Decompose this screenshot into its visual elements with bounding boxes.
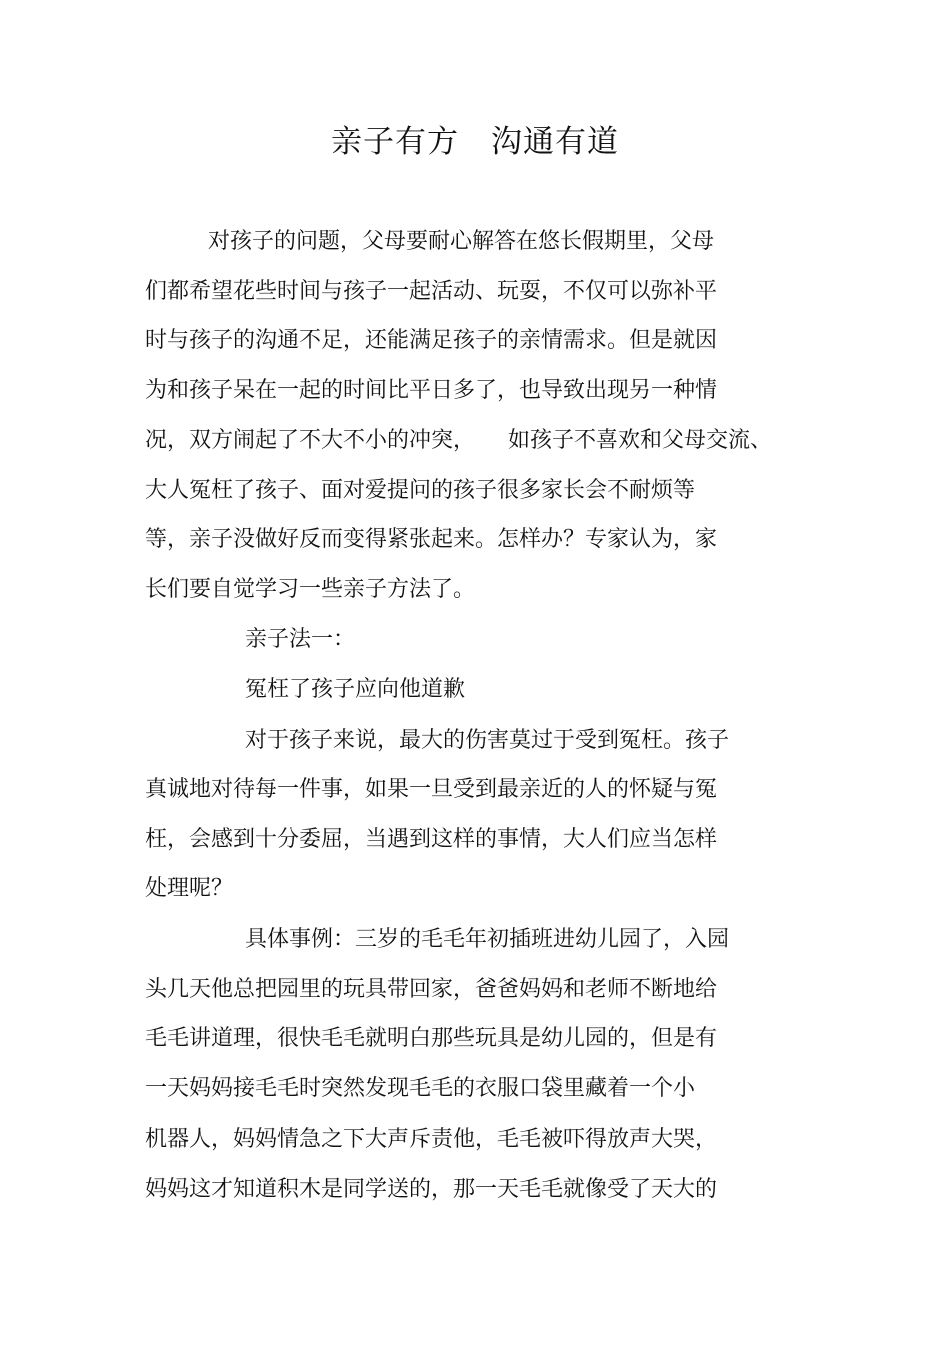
- paragraph-line: 们都希望花些时间与孩子一起活动、玩耍，不仅可以弥补平: [145, 279, 718, 304]
- paragraph-line: 为和孩子呆在一起的时间比平日多了，也导致出现另一种情: [145, 378, 718, 403]
- paragraph-line: 等，亲子没做好反而变得紧张起来。怎样办？专家认为，家: [145, 527, 718, 552]
- paragraph-line: 真诚地对待每一件事，如果一旦受到最亲近的人的怀疑与冤: [145, 777, 718, 802]
- paragraph-line: 毛毛讲道理，很快毛毛就明白那些玩具是幼儿园的，但是有: [145, 1026, 718, 1051]
- paragraph-line: 对孩子的问题，父母要耐心解答在悠长假期里，父母: [208, 229, 715, 254]
- paragraph-line: 处理呢？: [145, 876, 234, 901]
- paragraph-line: 头几天他总把园里的玩具带回家，爸爸妈妈和老师不断地给: [145, 977, 718, 1002]
- paragraph-line: 机器人，妈妈情急之下大声斥责他，毛毛被吓得放声大哭，: [145, 1127, 718, 1152]
- paragraph-line: 枉，会感到十分委屈，当遇到这样的事情，大人们应当怎样: [145, 827, 718, 852]
- paragraph-line: 具体事例：三岁的毛毛年初插班进幼儿园了，入园: [245, 927, 730, 952]
- paragraph-line: 况，双方闹起了不大不小的冲突， 如孩子不喜欢和父母交流、: [145, 428, 773, 453]
- document-title: 亲子有方 沟通有道: [331, 124, 619, 160]
- paragraph-line: 时与孩子的沟通不足，还能满足孩子的亲情需求。但是就因: [145, 328, 718, 353]
- paragraph-line: 一天妈妈接毛毛时突然发现毛毛的衣服口袋里藏着一个小: [145, 1076, 696, 1101]
- paragraph-line: 对于孩子来说，最大的伤害莫过于受到冤枉。孩子: [245, 728, 730, 753]
- paragraph-line: 长们要自觉学习一些亲子方法了。: [145, 577, 476, 602]
- paragraph-line: 大人冤枉了孩子、面对爱提问的孩子很多家长会不耐烦等: [145, 478, 696, 503]
- paragraph-line: 妈妈这才知道积木是同学送的，那一天毛毛就像受了天大的: [145, 1177, 718, 1202]
- section-heading: 冤枉了孩子应向他道歉: [245, 677, 466, 702]
- section-label: 亲子法一：: [245, 627, 356, 652]
